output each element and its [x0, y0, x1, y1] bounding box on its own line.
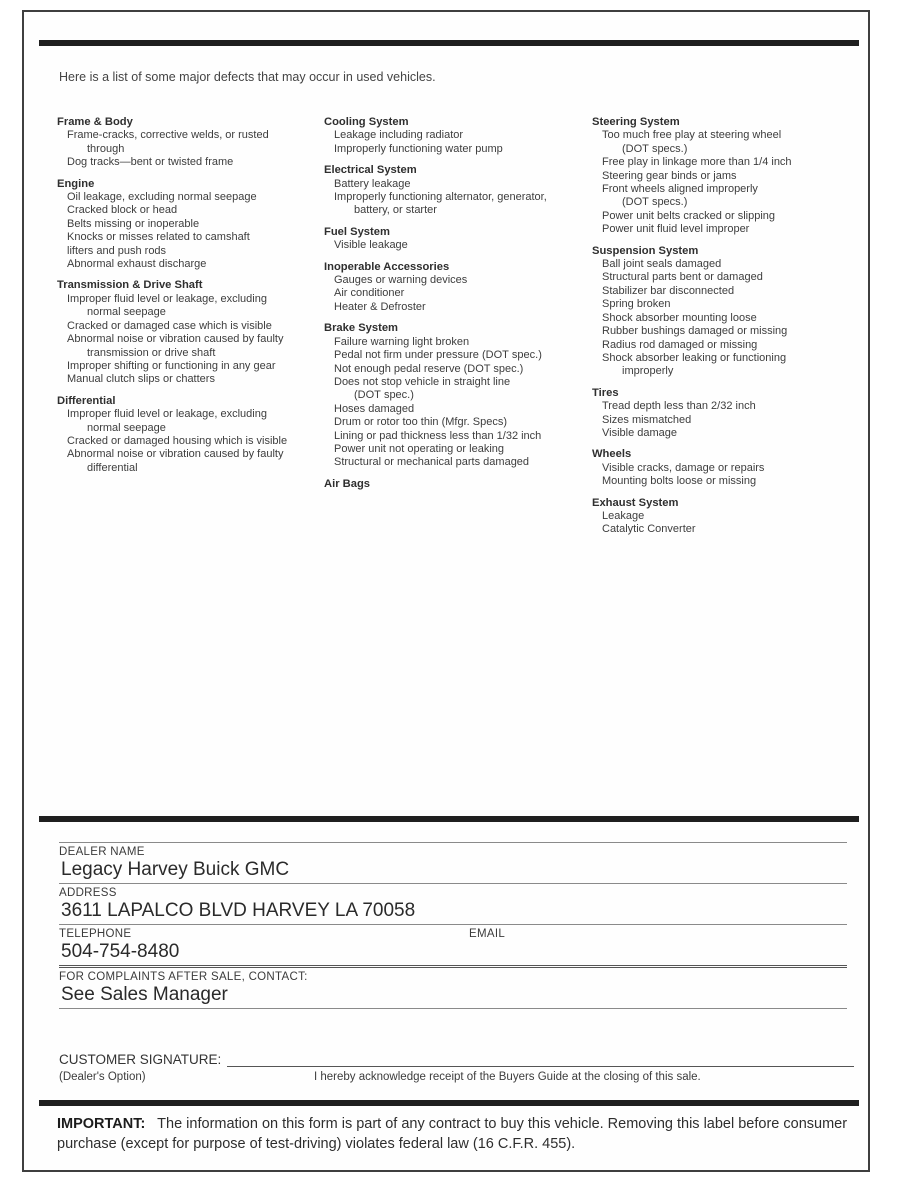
- defect-item: Stabilizer bar disconnected: [602, 284, 735, 297]
- complaints-contact-value: See Sales Manager: [61, 984, 228, 1005]
- customer-signature-line: [227, 1052, 854, 1067]
- defect-section-title: Fuel System: [324, 225, 390, 238]
- defect-section: [57, 279, 297, 386]
- defect-item: Abnormal exhaust discharge: [67, 258, 207, 271]
- acknowledgement-text: I hereby acknowledge receipt of the Buyers Guide at the closing of this sale.: [314, 1071, 701, 1083]
- important-label: IMPORTANT:: [57, 1116, 146, 1132]
- defect-item: Knocks or misses related to camshaft: [67, 231, 250, 244]
- defect-item: Drum or rotor too thin (Mfgr. Specs): [334, 416, 507, 429]
- dealers-option-note: (Dealer's Option): [59, 1071, 146, 1083]
- defect-section: [592, 497, 810, 537]
- defect-item: Spring broken: [602, 298, 671, 311]
- defect-item: Cracked or damaged case which is visible: [67, 319, 272, 332]
- defect-item: Gauges or warning devices: [334, 274, 468, 287]
- defect-item: Front wheels aligned improperly (DOT specs.): [602, 183, 758, 209]
- dealer-name-row: [59, 842, 847, 884]
- defect-item: Improperly functioning water pump: [334, 142, 503, 155]
- defect-item: Visible cracks, damage or repairs: [602, 461, 765, 474]
- telephone-value: 504-754-8480: [61, 941, 180, 962]
- defect-section-title: Engine: [57, 177, 95, 190]
- defect-section-title: Brake System: [324, 322, 399, 335]
- defect-section: [57, 395, 297, 475]
- defect-item: Cracked block or head: [67, 204, 178, 217]
- defect-section: [324, 226, 572, 253]
- defect-item: Power unit not operating or leaking: [334, 442, 504, 455]
- defect-item: Tread depth less than 2/32 inch: [602, 400, 756, 413]
- dealer-name-label: DEALER NAME: [59, 846, 145, 858]
- telephone-email-row: [59, 925, 847, 968]
- defect-item: Leakage including radiator: [334, 129, 464, 142]
- top-rule-bar: [39, 40, 859, 46]
- defect-item: Oil leakage, excluding normal seepage: [67, 191, 257, 204]
- dealer-name-value: Legacy Harvey Buick GMC: [61, 859, 290, 880]
- defect-item: Structural parts bent or damaged: [602, 271, 763, 284]
- defect-section: [57, 116, 297, 170]
- defect-item: Not enough pedal reserve (DOT spec.): [334, 362, 524, 375]
- address-value: 3611 LAPALCO BLVD HARVEY LA 70058: [61, 900, 416, 921]
- defect-item: Belts missing or inoperable: [67, 217, 200, 230]
- defect-section-title: Exhaust System: [592, 496, 679, 509]
- defect-item: Improper fluid level or leakage, excluding normal seepage: [67, 408, 267, 434]
- complaints-contact-label: FOR COMPLAINTS AFTER SALE, CONTACT:: [59, 971, 308, 983]
- defect-item: Catalytic Converter: [602, 523, 696, 536]
- defect-item: Failure warning light broken: [334, 335, 470, 348]
- defect-item: Battery leakage: [334, 177, 411, 190]
- defects-column-1: [57, 116, 297, 475]
- defect-item: Abnormal noise or vibration caused by faulty differential: [67, 448, 284, 474]
- defect-item: Power unit belts cracked or slipping: [602, 209, 776, 222]
- defect-section-title: Inoperable Accessories: [324, 260, 450, 273]
- defect-item: Visible leakage: [334, 239, 408, 252]
- defect-item: Does not stop vehicle in straight line (DOT spec.): [334, 375, 511, 402]
- defect-section-title: Differential: [57, 394, 116, 407]
- defect-section-title: Cooling System: [324, 116, 409, 128]
- defect-item: Pedal not firm under pressure (DOT spec.): [334, 349, 542, 362]
- defect-section: [592, 387, 810, 441]
- defect-item: Shock absorber mounting loose: [602, 311, 757, 324]
- defect-item: Cracked or damaged housing which is visible: [67, 434, 288, 447]
- defect-item: Visible damage: [602, 426, 678, 439]
- defect-item: Improper shifting or functioning in any gear: [67, 359, 276, 372]
- signature-section: [59, 1052, 854, 1083]
- email-label: EMAIL: [469, 928, 506, 940]
- important-text: The information on this form is part of any contract to buy this vehicle. Removing this label before consumer purchase (except for purpose of test-driving) violates federal law (16 C.F.R. 455).: [57, 1116, 848, 1152]
- telephone-label: TELEPHONE: [59, 928, 132, 940]
- defects-column-2: [324, 116, 572, 491]
- defect-section-title: Tires: [592, 386, 619, 399]
- defect-item: Lining or pad thickness less than 1/32 inch: [334, 429, 542, 442]
- defect-section: [324, 261, 572, 315]
- defect-section: [324, 116, 572, 156]
- defect-section: [324, 478, 572, 491]
- defect-section-title: Air Bags: [324, 477, 371, 490]
- defect-item: lifters and push rods: [67, 244, 167, 257]
- address-label: ADDRESS: [59, 887, 117, 899]
- defect-section-title: Steering System: [592, 116, 680, 128]
- customer-signature-label: CUSTOMER SIGNATURE:: [59, 1052, 222, 1067]
- defect-item: Manual clutch slips or chatters: [67, 373, 215, 386]
- defect-item: Improper fluid level or leakage, excluding normal seepage: [67, 292, 267, 319]
- defect-item: Free play in linkage more than 1/4 inch: [602, 156, 792, 169]
- defect-item: Power unit fluid level improper: [602, 223, 750, 236]
- defect-item: Rubber bushings damaged or missing: [602, 325, 788, 338]
- defect-section: [592, 245, 810, 379]
- defect-section-title: Frame & Body: [57, 116, 133, 128]
- defect-section-title: Transmission & Drive Shaft: [57, 279, 203, 292]
- defect-section: [592, 448, 810, 488]
- defect-item: Too much free play at steering wheel (DOT specs.): [602, 129, 782, 155]
- defects-intro-text: Here is a list of some major defects that may occur in used vehicles.: [59, 70, 436, 84]
- defect-section: [324, 164, 572, 218]
- defect-item: Mounting bolts loose or missing: [602, 475, 757, 488]
- defect-item: Steering gear binds or jams: [602, 169, 737, 182]
- defect-item: Ball joint seals damaged: [602, 258, 722, 271]
- dealer-info-form: [59, 842, 847, 1009]
- defect-section: [324, 322, 572, 469]
- defect-section-title: Suspension System: [592, 244, 699, 257]
- defects-column-3: [592, 116, 810, 537]
- defect-item: Sizes mismatched: [602, 413, 692, 426]
- defect-item: Air conditioner: [334, 287, 405, 300]
- defect-item: Heater & Defroster: [334, 300, 426, 313]
- important-notice: [57, 1114, 853, 1154]
- defect-item: Improperly functioning alternator, generator, battery, or starter: [334, 191, 547, 217]
- address-row: [59, 884, 847, 925]
- defect-item: Dog tracks—bent or twisted frame: [67, 156, 234, 169]
- buyers-guide-back-page: [22, 10, 870, 1172]
- complaints-row: [59, 968, 847, 1009]
- defect-item: Hoses damaged: [334, 402, 415, 415]
- defect-item: Frame-cracks, corrective welds, or rusted through: [67, 129, 269, 155]
- defect-item: Structural or mechanical parts damaged: [334, 456, 530, 469]
- bottom-rule-bar: [39, 1100, 859, 1106]
- defect-section: [57, 178, 297, 272]
- defect-section: [592, 116, 810, 237]
- defect-item: Leakage: [602, 509, 645, 522]
- defect-section-title: Electrical System: [324, 164, 417, 177]
- defect-section-title: Wheels: [592, 448, 632, 461]
- defect-item: Abnormal noise or vibration caused by faulty transmission or drive shaft: [67, 333, 284, 359]
- middle-rule-bar: [39, 816, 859, 822]
- defect-item: Shock absorber leaking or functioning improperly: [602, 351, 787, 378]
- defect-item: Radius rod damaged or missing: [602, 338, 758, 351]
